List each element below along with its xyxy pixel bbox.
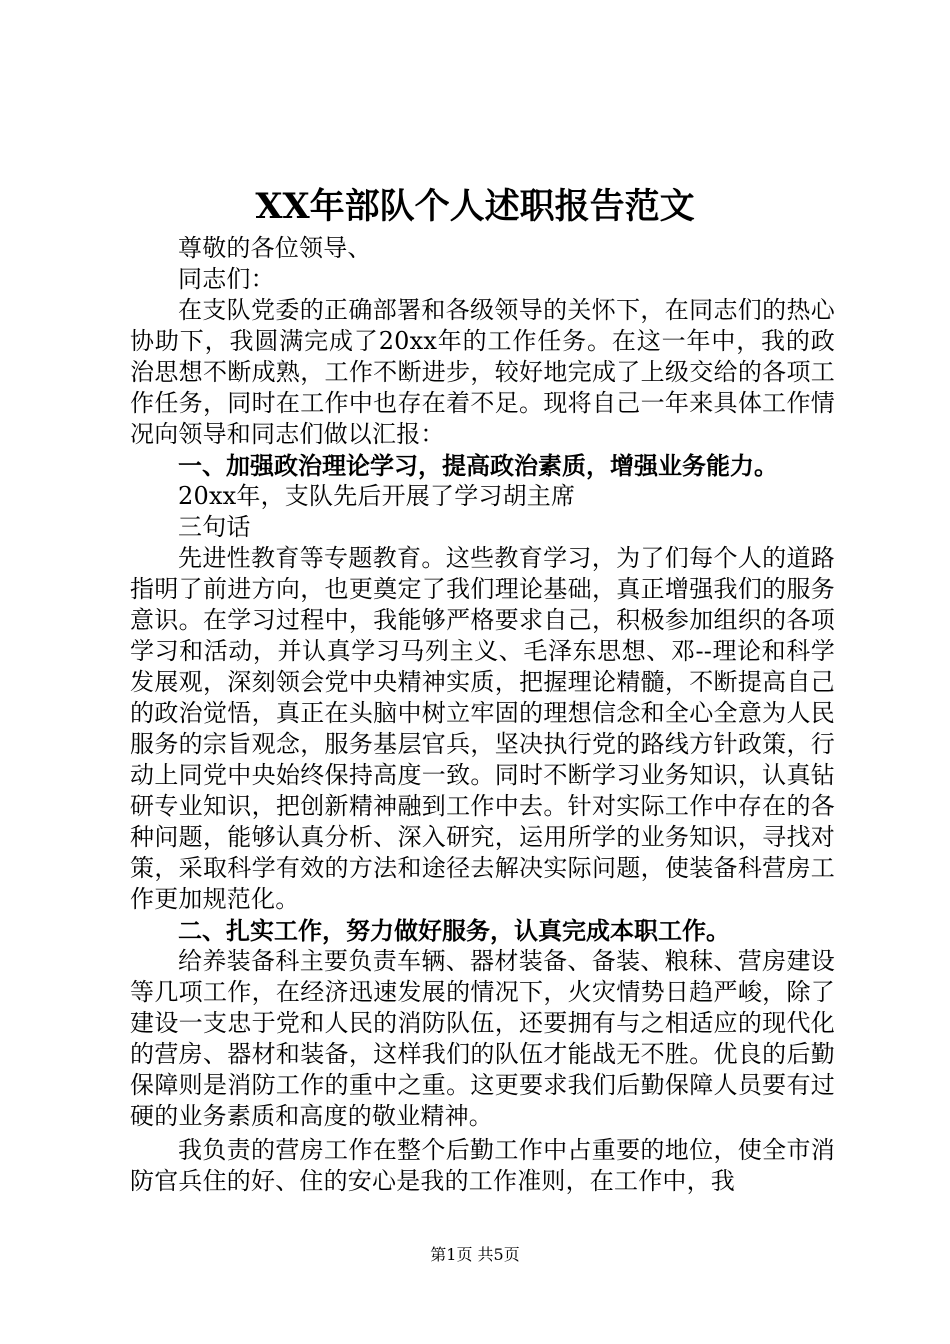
page-footer: 第1页 共5页 [430, 1245, 520, 1264]
paragraph-three-sentences: 三句话 [178, 513, 251, 541]
paragraph-logistics: 给养装备科主要负责车辆、器材装备、备装、粮秣、营房建设等几项工作，在经济迅速发展的情况下，火灾情势日趋严峻，除了建设一支忠于党和人民的消防队伍，还要拥有与之相适应的现代化的营房、器材和装备，这样我们的队伍才能战无不胜。优良的后勤保障则是消防工作的重中之重。这更要求我们后勤保障人员要有过硬的业务素质和高度的敬业精神。 [130, 947, 835, 1130]
document-title: XX年部队个人述职报告范文 [255, 186, 695, 227]
section-heading-2: 二、扎实工作，努力做好服务，认真完成本职工作。 [178, 916, 730, 945]
paragraph-barracks: 我负责的营房工作在整个后勤工作中占重要的地位，使全市消防官兵住的好、住的安心是我的工作准则，在工作中，我 [130, 1136, 835, 1195]
section-heading-1: 一、加强政治理论学习，提高政治素质，增强业务能力。 [178, 451, 778, 480]
paragraph-study-body: 先进性教育等专题教育。这些教育学习，为了们每个人的道路指明了前进方向，也更奠定了我们理论基础，真正增强我们的服务意识。在学习过程中，我能够严格要求自己，积极参加组织的各项学习和活动，并认真学习马列主义、毛泽东思想、邓--理论和科学发展观，深刻领会党中央精神实质，把握理论精髓，不断提高自己的政治觉悟，真正在头脑中树立牢固的理想信念和全心全意为人民服务的宗旨观念，服务基层官兵，坚决执行党的路线方针政策，行动上同党中央始终保持高度一致。同时不断学习业务知识，认真钻研专业知识，把创新精神融到工作中去。针对实际工作中存在的各种问题，能够认真分析、深入研究，运用所学的业务知识，寻找对策，采取科学有效的方法和途径去解决实际问题，使装备科营房工作更加规范化。 [130, 544, 835, 913]
salutation-line-2: 同志们： [178, 265, 275, 293]
intro-paragraph: 在支队党委的正确部署和各级领导的关怀下，在同志们的热心协助下，我圆满完成了20xx年的工作任务。在这一年中，我的政治思想不断成熟，工作不断进步，较好地完成了上级交给的各项工作任务，同时在工作中也存在着不足。现将自己一年来具体工作情况向领导和同志们做以汇报： [130, 296, 835, 448]
document-body [130, 233, 835, 1197]
paragraph-study-intro: 20xx年，支队先后开展了学习胡主席 [178, 482, 576, 510]
salutation-line-1: 尊敬的各位领导、 [178, 234, 372, 262]
